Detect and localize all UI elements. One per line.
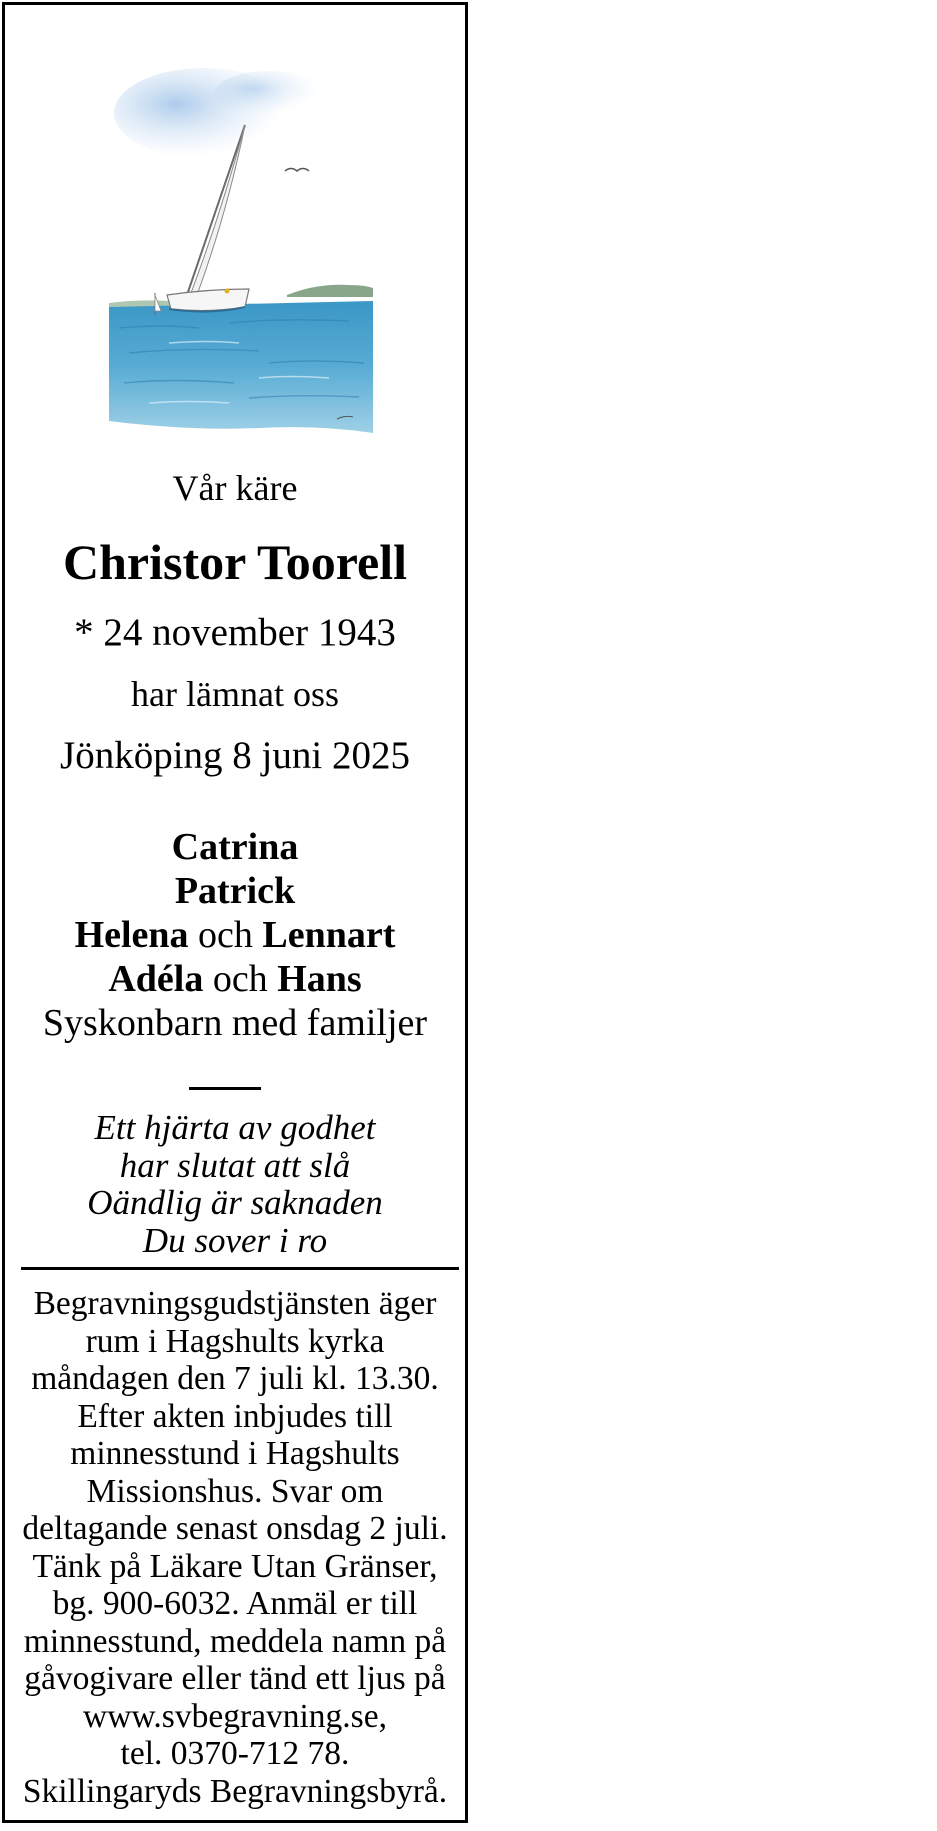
memorial-verse [5,1109,465,1259]
long-divider [21,1267,459,1270]
info-line: Begravningsgudstjänsten äger [33,1285,437,1322]
place-and-date-of-death: Jönköping 8 juni 2025 [60,734,410,777]
info-line: Efter akten inbjudes till [77,1397,393,1435]
mourner-line: Syskonbarn med familjer [42,1002,428,1044]
info-line: minnesstund, meddela namn på [23,1622,447,1660]
info-line: tel. 0370-712 78. [120,1735,350,1772]
info-line: rum i Hagshults kyrka [85,1322,385,1360]
info-line: Missionshus. Svar om [86,1472,384,1510]
mourner-line: Adéla och Hans [108,958,362,1000]
mourner-line: Helena och Lennart [74,914,396,956]
mourners-list [5,825,465,1045]
verse-line: Ett hjärta av godhet [94,1108,376,1147]
verse-line: Du sover i ro [142,1220,328,1260]
sailboat-watercolor-illustration [109,53,373,433]
mourner-line: Catrina [171,826,299,868]
info-line: deltagande senast onsdag 2 juli. [22,1510,448,1547]
short-divider [189,1087,261,1090]
passed-away-line: har lämnat oss [131,674,339,714]
info-line: www.svbegravning.se, [83,1697,387,1735]
funeral-information [5,1285,465,1810]
intro-line: Vår käre [172,468,298,508]
info-line: gåvogivare eller tänd ett ljus på [24,1660,446,1697]
info-line: bg. 900-6032. Anmäl er till [52,1585,418,1622]
info-line: måndagen den 7 juli kl. 13.30. [31,1360,439,1397]
mourner-line: Patrick [174,870,296,912]
info-line: Skillingaryds Begravningsbyrå. [22,1772,448,1810]
info-line: Tänk på Läkare Utan Gränser, [32,1547,438,1585]
death-notice [2,2,468,1823]
deceased-name: Christor Toorell [62,534,408,590]
verse-line: Oändlig är saknaden [87,1183,383,1222]
info-line: minnesstund i Hagshults [70,1435,400,1472]
verse-line: har slutat att slå [119,1145,351,1185]
birth-date: * 24 november 1943 [74,611,396,654]
